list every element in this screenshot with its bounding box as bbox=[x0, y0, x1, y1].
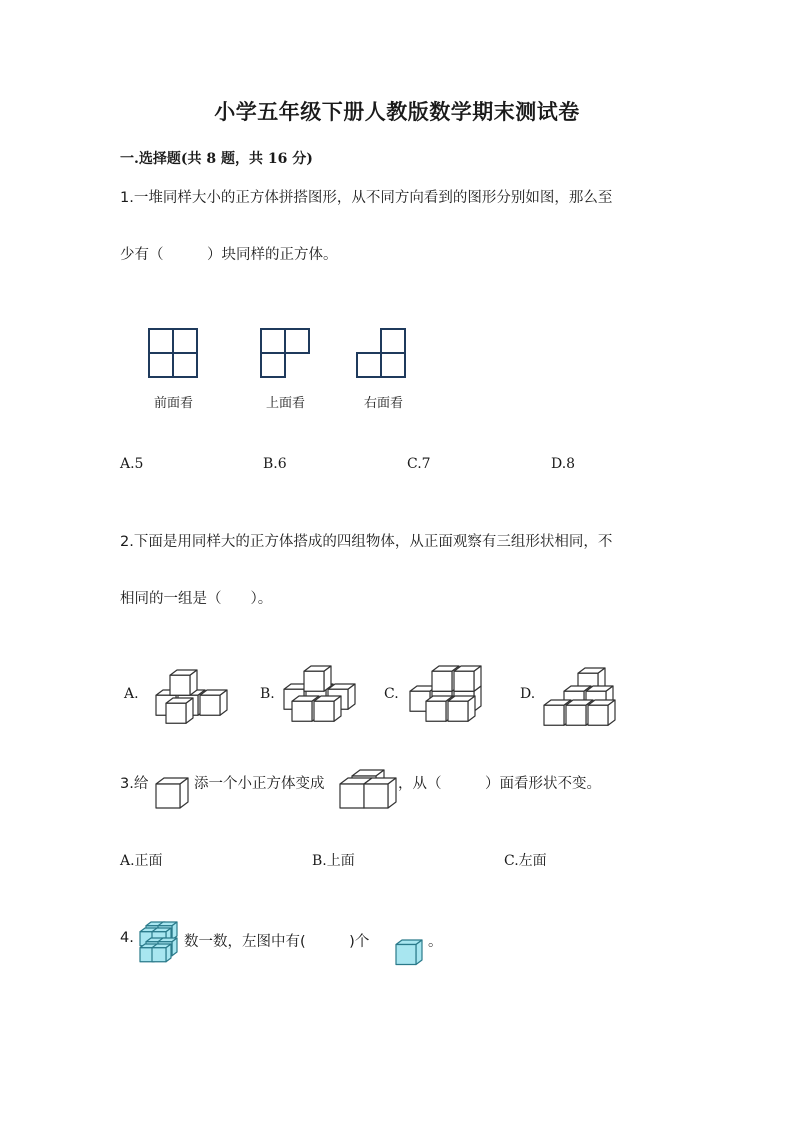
q4-blue-unit-cube bbox=[394, 934, 426, 966]
q3-option-c[interactable]: C.左面 bbox=[504, 853, 547, 869]
q1-text-line2: 少有（ ）块同样的正方体。 bbox=[120, 247, 338, 263]
q3-text-part2: 添一个小正方体变成 bbox=[194, 776, 325, 792]
q1-option-b[interactable]: B.6 bbox=[263, 456, 287, 472]
q3-text-part1: 3.给 bbox=[120, 776, 149, 792]
q2-option-d-label[interactable]: D. bbox=[520, 686, 536, 702]
q2-cube-group-b[interactable] bbox=[280, 664, 354, 724]
top-view-grid bbox=[260, 328, 312, 380]
q2-cube-group-d[interactable] bbox=[542, 664, 616, 724]
q3-option-a[interactable]: A.正面 bbox=[120, 853, 163, 869]
q3-single-cube bbox=[154, 768, 190, 808]
q2-option-c-label[interactable]: C. bbox=[384, 686, 399, 702]
q3-text-part3: ，从（ ）面看形状不变。 bbox=[398, 776, 601, 792]
right-view-grid bbox=[356, 328, 408, 380]
front-view-grid bbox=[148, 328, 200, 380]
q2-text-line2: 相同的一组是（ ）。 bbox=[120, 591, 273, 607]
section-heading: 一.选择题(共 8 题，共 16 分) bbox=[120, 151, 313, 167]
q4-blue-cube-stack bbox=[138, 920, 186, 966]
q2-option-a-label[interactable]: A. bbox=[124, 686, 139, 702]
q4-text-part3: 。 bbox=[428, 934, 443, 950]
q1-text-line1: 1.一堆同样大小的正方体拼搭图形，从不同方向看到的图形分别如图，那么至 bbox=[120, 190, 613, 206]
q2-cube-group-c[interactable] bbox=[406, 662, 486, 724]
right-view-caption: 右面看 bbox=[364, 396, 404, 411]
page-title: 小学五年级下册人教版数学期末测试卷 bbox=[214, 99, 580, 124]
q2-cube-group-a[interactable] bbox=[146, 664, 224, 724]
q1-option-c[interactable]: C.7 bbox=[407, 456, 431, 472]
top-view-caption: 上面看 bbox=[266, 396, 306, 411]
q1-option-a[interactable]: A.5 bbox=[120, 456, 144, 472]
q1-option-d[interactable]: D.8 bbox=[551, 456, 576, 472]
q4-text-part1: 4. bbox=[120, 930, 134, 946]
q4-text-part2: 数一数，左图中有( )个 bbox=[184, 934, 370, 950]
front-view-caption: 前面看 bbox=[154, 396, 194, 411]
q3-option-b[interactable]: B.上面 bbox=[312, 853, 355, 869]
q3-double-cube bbox=[338, 768, 396, 808]
q2-option-b-label[interactable]: B. bbox=[260, 686, 275, 702]
q2-text-line1: 2.下面是用同样大的正方体搭成的四组物体，从正面观察有三组形状相同，不 bbox=[120, 534, 613, 550]
